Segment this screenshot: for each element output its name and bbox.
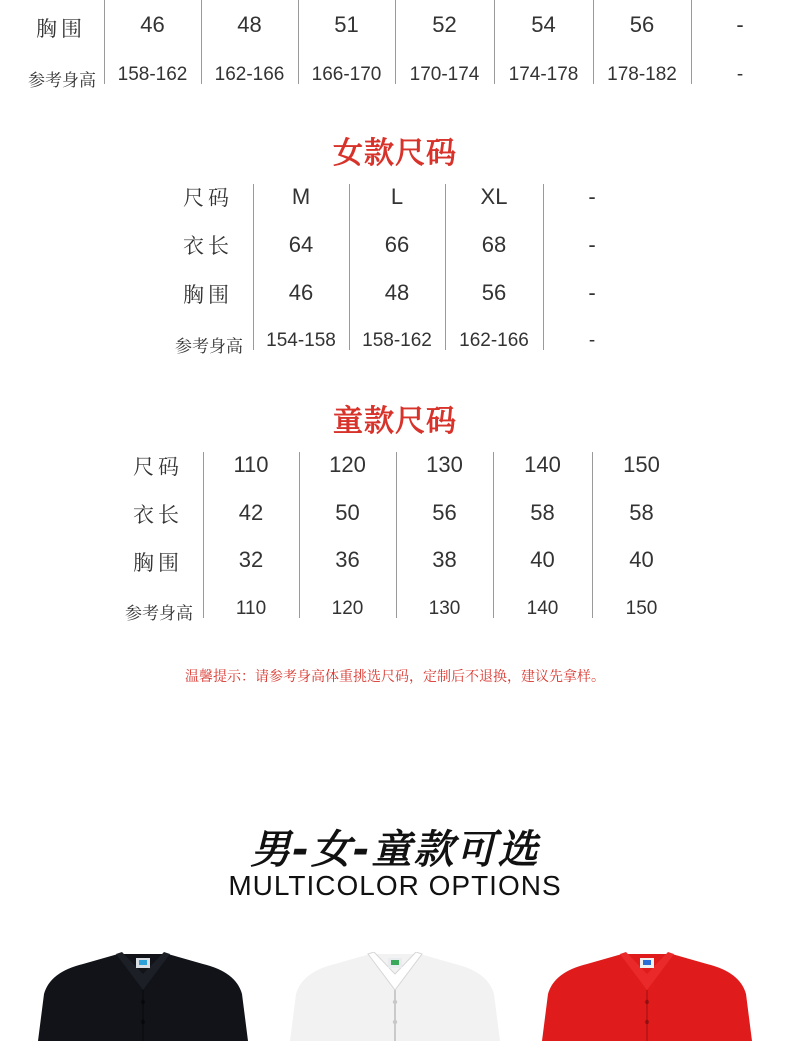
women-chest-value: 46	[288, 280, 314, 305]
men-chest-value: 48	[237, 12, 262, 37]
men-height-value: 166-170	[311, 64, 382, 85]
men-height-value: 158-162	[117, 64, 188, 85]
women-chest-value: 48	[384, 280, 410, 305]
kids-chest-value: 32	[238, 547, 264, 572]
shirt-button	[645, 1020, 649, 1024]
brand-tag-mark	[643, 960, 651, 965]
women-height-value: -	[588, 330, 596, 351]
women-length-value: 66	[384, 232, 410, 257]
kids-size-value: 140	[524, 452, 561, 477]
kids-chest-value: 40	[530, 547, 555, 572]
kids-size-value: 110	[233, 452, 269, 477]
women-size-value: M	[291, 184, 311, 209]
kids-size-value: 150	[623, 452, 660, 477]
kids-size-label: 尺码	[133, 455, 183, 479]
kids-chest-label: 胸围	[133, 551, 183, 575]
shirt-button	[393, 1000, 397, 1004]
men-height-label: 参考身高	[28, 71, 96, 91]
kids-height-value: 110	[235, 598, 267, 619]
women-size-label: 尺码	[183, 186, 233, 210]
men-chest-value: 51	[334, 12, 359, 37]
kids-length-value: 58	[629, 500, 654, 525]
kids-length-value: 50	[335, 500, 360, 525]
women-chest-value: 56	[481, 280, 507, 305]
women-length-label: 衣长	[183, 234, 233, 258]
men-chest-value: 56	[629, 12, 655, 37]
size-notice: 温馨提示：请参考身高体重挑选尺码，定制后不退换，建议先拿样。	[185, 669, 605, 685]
women-length-value: 68	[481, 232, 507, 257]
shirt-button	[141, 1000, 145, 1004]
men-height-value: 170-174	[409, 64, 480, 85]
women-length-value: -	[588, 232, 596, 257]
kids-length-value: 56	[432, 500, 457, 525]
men-chest-value: -	[736, 12, 744, 37]
women-length-value: 64	[288, 232, 314, 257]
women-chest-label: 胸围	[183, 283, 233, 307]
women-height-label: 参考身高	[175, 337, 243, 357]
men-height-value: 178-182	[607, 64, 677, 85]
column-divider	[396, 452, 397, 618]
shirt-button	[645, 1000, 649, 1004]
black-polo-shirt	[38, 952, 248, 1041]
kids-height-value: 120	[331, 598, 364, 619]
kids-size-value: 120	[329, 452, 366, 477]
men-height-value: -	[736, 64, 744, 85]
kids-height-value: 150	[625, 598, 658, 619]
shirt-button	[141, 1020, 145, 1024]
kids-size-value: 130	[426, 452, 463, 477]
shirt-button	[393, 1020, 397, 1024]
column-divider	[299, 452, 300, 618]
kids-chest-value: 36	[335, 547, 360, 572]
kids-chest-value: 38	[432, 547, 457, 572]
men-chest-value: 46	[140, 12, 165, 37]
men-chest-value: 54	[531, 12, 556, 37]
men-chest-value: 52	[432, 12, 457, 37]
column-divider	[592, 452, 593, 618]
brand-tag-mark	[139, 960, 147, 965]
kids-height-label: 参考身高	[125, 604, 193, 624]
kids-length-value: 58	[530, 500, 555, 525]
women-height-value: 162-166	[459, 330, 529, 351]
kids-height-value: 140	[526, 598, 559, 619]
women-size-value: -	[588, 184, 596, 209]
kids-length-value: 42	[238, 500, 264, 525]
kids-size-title: 童款尺码	[333, 404, 457, 439]
options-title: 男-女-童款可选	[250, 827, 540, 873]
women-size-title: 女款尺码	[333, 136, 457, 171]
brand-tag-mark	[391, 960, 399, 965]
women-height-value: 158-162	[362, 330, 432, 351]
men-chest-label: 胸围	[36, 17, 86, 41]
kids-chest-value: 40	[629, 547, 654, 572]
women-chest-value: -	[588, 280, 596, 305]
red-polo-shirt	[542, 952, 752, 1041]
kids-length-label: 衣长	[133, 503, 183, 527]
white-polo-shirt	[290, 952, 500, 1041]
column-divider	[203, 452, 204, 618]
kids-height-value: 130	[428, 598, 461, 619]
women-height-value: 154-158	[266, 330, 336, 351]
men-height-value: 174-178	[508, 64, 579, 85]
column-divider	[493, 452, 494, 618]
women-size-value: XL	[480, 184, 508, 209]
options-subtitle: MULTICOLOR OPTIONS	[228, 870, 562, 901]
men-height-value: 162-166	[214, 64, 285, 85]
women-size-value: L	[390, 184, 404, 209]
